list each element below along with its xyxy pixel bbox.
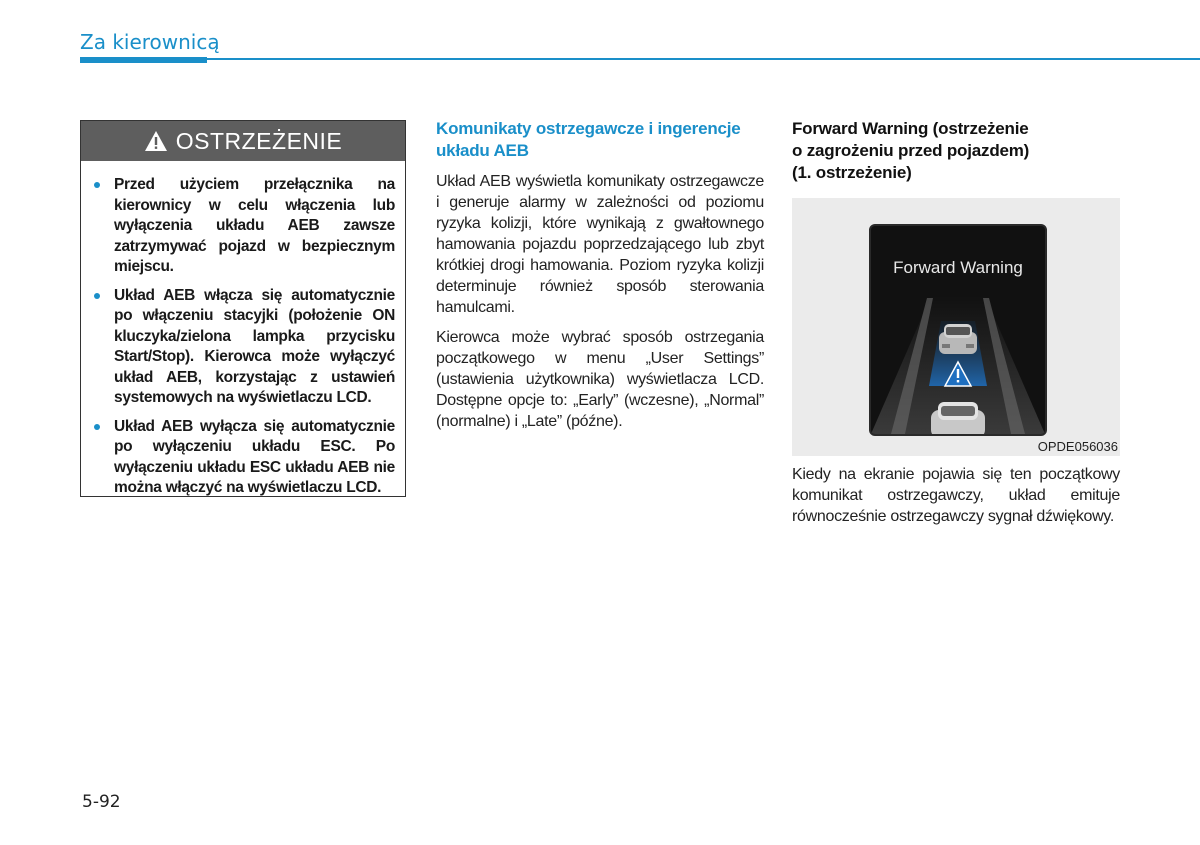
warning-item bbox=[91, 417, 395, 499]
warning-item bbox=[91, 286, 395, 409]
display-message: Forward Warning bbox=[893, 258, 1023, 277]
right-heading-line-3: (1. ostrzeżenie) bbox=[792, 163, 912, 182]
warning-list bbox=[81, 161, 405, 499]
warning-triangle-icon bbox=[144, 130, 168, 152]
section-title: Za kierownicą bbox=[80, 30, 220, 54]
middle-column bbox=[436, 118, 764, 441]
header-tab-marker bbox=[80, 57, 207, 63]
warning-header bbox=[81, 121, 405, 161]
vehicle-warning-illustration-icon bbox=[871, 226, 1045, 434]
forward-warning-figure bbox=[792, 198, 1120, 456]
page-number: 5-92 bbox=[82, 792, 121, 812]
middle-heading: Komunikaty ostrzegawcze i ingerencje układu AEB bbox=[436, 119, 741, 160]
middle-paragraph-1: Układ AEB wyświetla komunikaty ostrzegawcze i generuje alarmy w zależności od poziomu ryzyka kolizji, które wynikają z gwałtownego hamowania pojazdu poprzedzającego lub zbyt krótkiej drogi hamowania. Poziom ryzyka kolizji determinuje również sposób sterowania hamulcami. bbox=[436, 173, 764, 316]
warning-item bbox=[91, 175, 395, 278]
bullet-icon bbox=[94, 182, 100, 188]
header-rule bbox=[80, 58, 1200, 60]
bullet-icon bbox=[94, 424, 100, 430]
warning-item-text: Przed użyciem przełącznika na kierownicy w celu włączenia lub wyłączenia układu AEB zawsze zatrzymywać pojazd w bezpiecznym miejscu. bbox=[114, 176, 395, 275]
right-column-heading bbox=[792, 118, 1120, 184]
warning-item-text: Układ AEB wyłącza się automatycznie po wyłączeniu układu ESC. Po wyłączeniu układu ESC układu AEB nie można włączyć na wyświetlaczu LCD. bbox=[114, 417, 395, 496]
figure-code: OPDE056036 bbox=[1037, 439, 1118, 454]
right-heading-line-1: Forward Warning (ostrzeżenie bbox=[792, 119, 1029, 138]
bullet-icon bbox=[94, 293, 100, 299]
right-heading-line-2: o zagrożeniu przed pojazdem) bbox=[792, 141, 1030, 160]
right-paragraph: Kiedy na ekranie pojawia się ten początkowy komunikat ostrzegawczy, układ emituje równocześnie ostrzegawczy sygnał dźwiękowy. bbox=[792, 466, 1120, 525]
cluster-display bbox=[869, 224, 1047, 436]
warning-title: OSTRZEŻENIE bbox=[175, 127, 343, 154]
warning-item-text: Układ AEB włącza się automatycznie po włączeniu stacyjki (położenie ON kluczyka/zielona lampka przycisku Start/Stop). Kierowca może wyłączyć układ AEB, korzystając z ustawień systemowych na wyświetlaczu LCD. bbox=[114, 286, 395, 406]
right-paragraph-container bbox=[792, 464, 1120, 536]
warning-box bbox=[80, 120, 406, 497]
middle-paragraph-2: Kierowca może wybrać sposób ostrzegania początkowego w menu „User Settings” (ustawienia użytkownika) wyświetlacza LCD. Dostępne opcje to: „Early” (wczesne), „Normal” (normalne) i „Late” (późne). bbox=[436, 329, 764, 430]
